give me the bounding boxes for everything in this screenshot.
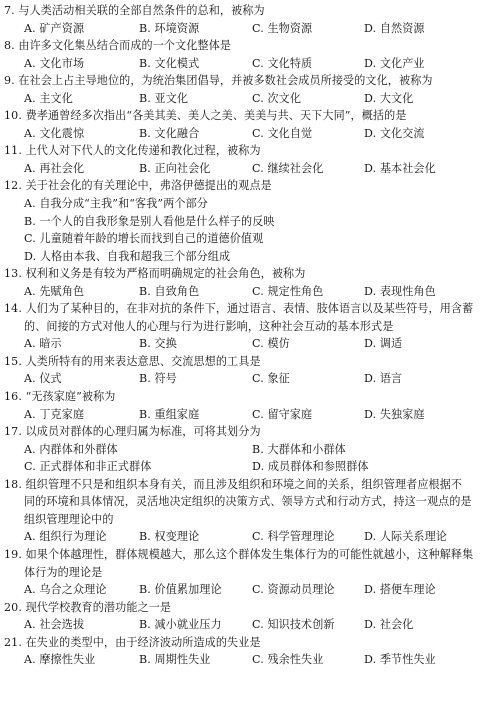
answer-option[interactable]: B. 文化融合: [139, 126, 200, 140]
question-block: [4, 177, 478, 265]
answer-option[interactable]: C. 留守家庭: [252, 407, 313, 421]
answer-option[interactable]: B. 正向社会化: [139, 161, 211, 175]
answer-option[interactable]: B. 价值累加理论: [139, 583, 222, 597]
question-stem: 13. 权利和义务是有较为严格而明确规定的社会角色，被称为: [4, 267, 306, 281]
question-block: [4, 107, 478, 142]
options-row: [4, 406, 478, 424]
answer-option[interactable]: C. 规定性角色: [252, 284, 324, 298]
answer-option[interactable]: C. 模仿: [252, 337, 290, 351]
answer-option[interactable]: C. 正式群体和非正式群体: [24, 460, 152, 474]
options-row: [4, 283, 478, 301]
options-row: [4, 441, 478, 459]
answer-option[interactable]: A. 再社会化: [24, 161, 85, 175]
answer-option[interactable]: C. 次文化: [252, 91, 302, 105]
answer-option[interactable]: B. 周期性失业: [139, 653, 211, 667]
answer-option[interactable]: C. 象征: [252, 372, 290, 386]
answer-option[interactable]: C. 继续社会化: [252, 161, 324, 175]
answer-option[interactable]: C. 科学管理理论: [252, 530, 335, 544]
options-row: [4, 370, 478, 388]
answer-option[interactable]: A. 丁克家庭: [24, 407, 85, 421]
answer-option[interactable]: D. 语言: [364, 372, 403, 386]
answer-option[interactable]: C. 残余性失业: [252, 653, 324, 667]
answer-option[interactable]: B. 减小就业压力: [139, 618, 222, 632]
question-stem: 18. 组织管理不只是和组织本身有关，而且涉及组织和环境之间的关系，组织管理者应根据不: [4, 477, 463, 491]
question-stem: 9. 在社会上占主导地位的，为统治集团倡导，并被多数社会成员所接受的文化，被称为: [4, 74, 433, 88]
answer-option[interactable]: A. 文化震惊: [24, 126, 85, 140]
answer-option[interactable]: B. 符号: [139, 372, 177, 386]
question-stem: 11. 上代人对下代人的文化传递和教化过程，被称为: [4, 144, 261, 158]
question-stem: 21. 在失业的类型中，由于经济波动所造成的失业是: [4, 635, 261, 649]
question-stem: 14. 人们为了某种目的，在非对抗的条件下，通过语言、表情、肢体语言以及某些符号，用含蓄: [4, 302, 474, 316]
question-stem-continued: 体行为的理论是: [24, 565, 103, 579]
answer-option[interactable]: A. 主文化: [24, 91, 73, 105]
answer-option[interactable]: A. 摩擦性失业: [24, 653, 96, 667]
exam-page: [4, 2, 478, 669]
options-row: [4, 125, 478, 143]
answer-option[interactable]: D. 调适: [364, 337, 403, 351]
question-block: [4, 546, 478, 599]
answer-option[interactable]: B. 环境资源: [139, 21, 200, 35]
answer-option[interactable]: A. 组织行为理论: [24, 530, 107, 544]
answer-option[interactable]: A. 仪式: [24, 372, 62, 386]
question-block: [4, 2, 478, 37]
answer-option[interactable]: B. 自致角色: [139, 284, 200, 298]
answer-option[interactable]: D. 自然资源: [364, 21, 425, 35]
options-row: [4, 616, 478, 634]
answer-option[interactable]: A. 矿产资源: [24, 21, 85, 35]
answer-option[interactable]: A. 自我分成“主我”和“客我”两个部分: [24, 197, 208, 211]
options-row: [4, 581, 478, 599]
question-stem: 16. “无孩家庭”被称为: [4, 390, 116, 404]
question-stem: 17. 以成员对群体的心理归属为标准，可将其划分为: [4, 425, 261, 439]
question-block: [4, 265, 478, 300]
answer-option[interactable]: B. 文化模式: [139, 56, 200, 70]
question-block: [4, 476, 478, 546]
options-row: [4, 55, 478, 73]
question-stem: 8. 由许多文化集丛结合而成的一个文化整体是: [4, 39, 232, 53]
answer-option[interactable]: B. 权变理论: [139, 530, 200, 544]
answer-option[interactable]: D. 社会化: [364, 618, 414, 632]
answer-option[interactable]: D. 表现性角色: [364, 284, 436, 298]
answer-option[interactable]: A. 先赋角色: [24, 284, 85, 298]
options-row: [4, 458, 478, 476]
answer-option[interactable]: A. 暗示: [24, 337, 62, 351]
answer-option[interactable]: C. 文化特质: [252, 56, 313, 70]
answer-option[interactable]: C. 资源动员理论: [252, 583, 335, 597]
question-stem: 10. 费孝通曾经多次指出“各美其美、美人之美、美美与共、天下大同”，概括的是: [4, 109, 407, 123]
question-stem: 7. 与人类活动相关联的全部自然条件的总和，被称为: [4, 4, 265, 17]
answer-option[interactable]: C. 文化自觉: [252, 126, 313, 140]
answer-option[interactable]: D. 人际关系理论: [364, 530, 448, 544]
options-row: [4, 90, 478, 108]
answer-option[interactable]: D. 成员群体和参照群体: [252, 460, 369, 474]
answer-option[interactable]: C. 生物资源: [252, 21, 313, 35]
question-stem: 19. 如果个体越理性，群体规模越大，那么这个群体发生集体行为的可能性就越小，这种解释集: [4, 547, 474, 561]
question-block: [4, 72, 478, 107]
options-row: [4, 160, 478, 178]
options-row: [4, 528, 478, 546]
answer-option[interactable]: B. 大群体和小群体: [252, 442, 346, 456]
answer-option[interactable]: D. 文化交流: [364, 126, 425, 140]
question-block: [4, 300, 478, 353]
answer-option[interactable]: C. 儿童随着年龄的增长而找到自己的道德价值观: [24, 232, 264, 246]
question-stem-continued: 的、间接的方式对他人的心理与行为进行影响，这种社会互动的基本形式是: [24, 319, 394, 333]
answer-option[interactable]: D. 失独家庭: [364, 407, 425, 421]
question-block: [4, 423, 478, 476]
options-row: [4, 20, 478, 38]
question-stem: 15. 人类所特有的用来表达意思、交流思想的工具是: [4, 354, 261, 368]
answer-option[interactable]: D. 人格由本我、自我和超我三个部分组成: [24, 249, 231, 263]
answer-option[interactable]: B. 一个人的自我形象是别人看他是什么样子的反映: [24, 214, 275, 228]
answer-option[interactable]: B. 交换: [139, 337, 177, 351]
answer-option[interactable]: A. 文化市场: [24, 56, 85, 70]
question-block: [4, 142, 478, 177]
question-stem-continued: 同的环境和具体情况，灵活地决定组织的决策方式、领导方式和行动方式，持这一观点的是: [24, 495, 472, 509]
question-block: [4, 634, 478, 669]
question-block: [4, 599, 478, 634]
answer-option[interactable]: A. 内群体和外群体: [24, 442, 118, 456]
answer-option[interactable]: A. 社会选拔: [24, 618, 85, 632]
question-block: [4, 388, 478, 423]
question-block: [4, 353, 478, 388]
options-row: [4, 335, 478, 353]
question-block: [4, 37, 478, 72]
answer-option[interactable]: D. 文化产业: [364, 56, 425, 70]
answer-option[interactable]: D. 搭便车理论: [364, 583, 436, 597]
answer-option[interactable]: D. 季节性失业: [364, 653, 436, 667]
question-stem-continued: 组织管理理论中的: [24, 512, 114, 526]
options-row: [4, 651, 478, 669]
answer-option[interactable]: C. 知识技术创新: [252, 618, 335, 632]
answer-option[interactable]: B. 重组家庭: [139, 407, 200, 421]
question-stem: 20. 现代学校教育的潜功能之一是: [4, 600, 172, 614]
answer-option[interactable]: B. 亚文化: [139, 91, 189, 105]
answer-option[interactable]: A. 乌合之众理论: [24, 583, 107, 597]
answer-option[interactable]: D. 基本社会化: [364, 161, 436, 175]
answer-option[interactable]: D. 大文化: [364, 91, 414, 105]
question-stem: 12. 关于社会化的有关理论中，弗洛伊德提出的观点是: [4, 179, 272, 193]
